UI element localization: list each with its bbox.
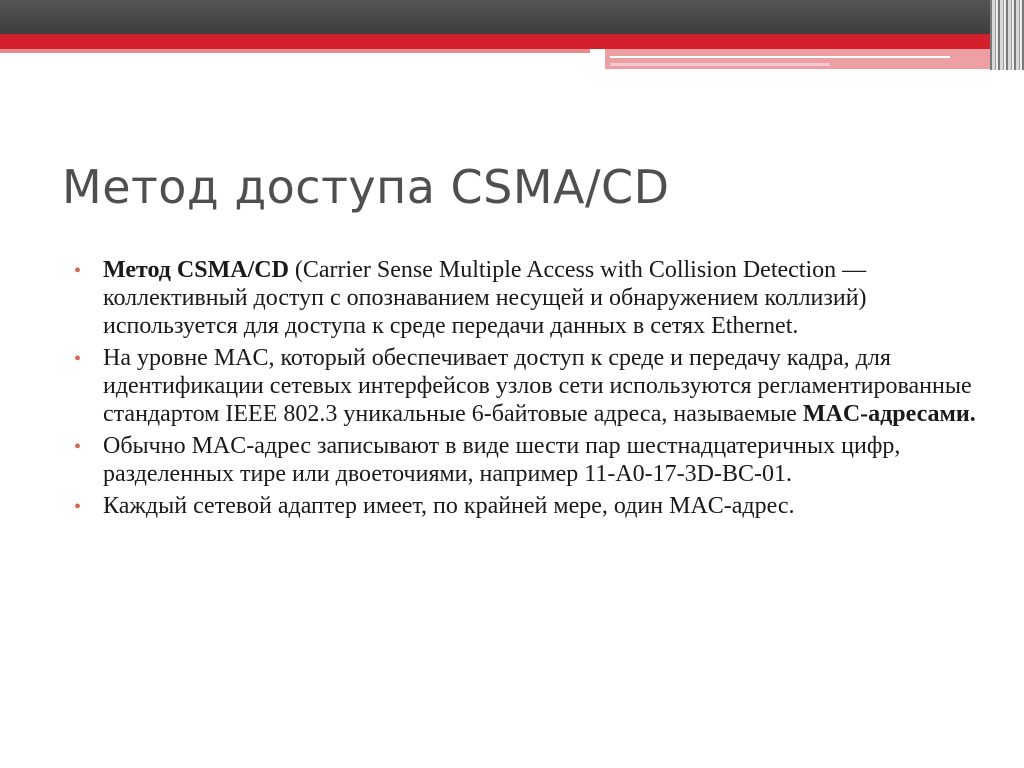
- bullet-icon: •: [74, 260, 82, 282]
- bullet-icon: •: [74, 496, 82, 518]
- header-red-band: [0, 34, 990, 49]
- slide-bullet-list: [74, 256, 978, 524]
- header-red-shadow: [0, 49, 590, 53]
- bullet-emphasis: Метод CSMA/CD: [103, 257, 289, 283]
- bullet-text: Каждый сетевой адаптер имеет, по крайней мере, один MAC-адрес.: [103, 493, 795, 519]
- bullet-item-mac-format: [74, 432, 978, 488]
- header-pink-line-lower: [610, 63, 830, 66]
- bullet-item-adapter: [74, 492, 978, 520]
- header-pink-line: [610, 56, 950, 58]
- bullet-text: Обычно MAC-адрес записывают в виде шести пар шестнадцатеричных цифр, разделенных тире или двоеточиями, например 11-A0-17-3D-BC-01.: [103, 433, 901, 487]
- bullet-text: На уровне MAC, который обеспечивает доступ к среде и передачу кадра, для идентификации сетевых интерфейсов узлов сети используются регламентированные стандартом IEEE 802.3 уникальные 6-байтовые адреса, называемые: [103, 345, 972, 427]
- bullet-icon: •: [74, 436, 82, 458]
- slide-title: Метод доступа CSMA/CD: [62, 160, 670, 214]
- bullet-item-mac-level: [74, 344, 978, 428]
- header-dark-bar: [0, 0, 1024, 34]
- header-pink-strip: [605, 49, 990, 69]
- bullet-item-csma-cd: [74, 256, 978, 340]
- bullet-icon: •: [74, 348, 82, 370]
- bullet-emphasis: MAC-адресами.: [802, 401, 976, 427]
- bullet-text: (Carrier Sense Multiple Access with Collision Detection — коллективный доступ с опознаванием несущей и обнаружением коллизий) используется для доступа к среде передачи данных в сетях Ethernet.: [103, 257, 867, 339]
- header-decorative-stripes: [990, 0, 1024, 70]
